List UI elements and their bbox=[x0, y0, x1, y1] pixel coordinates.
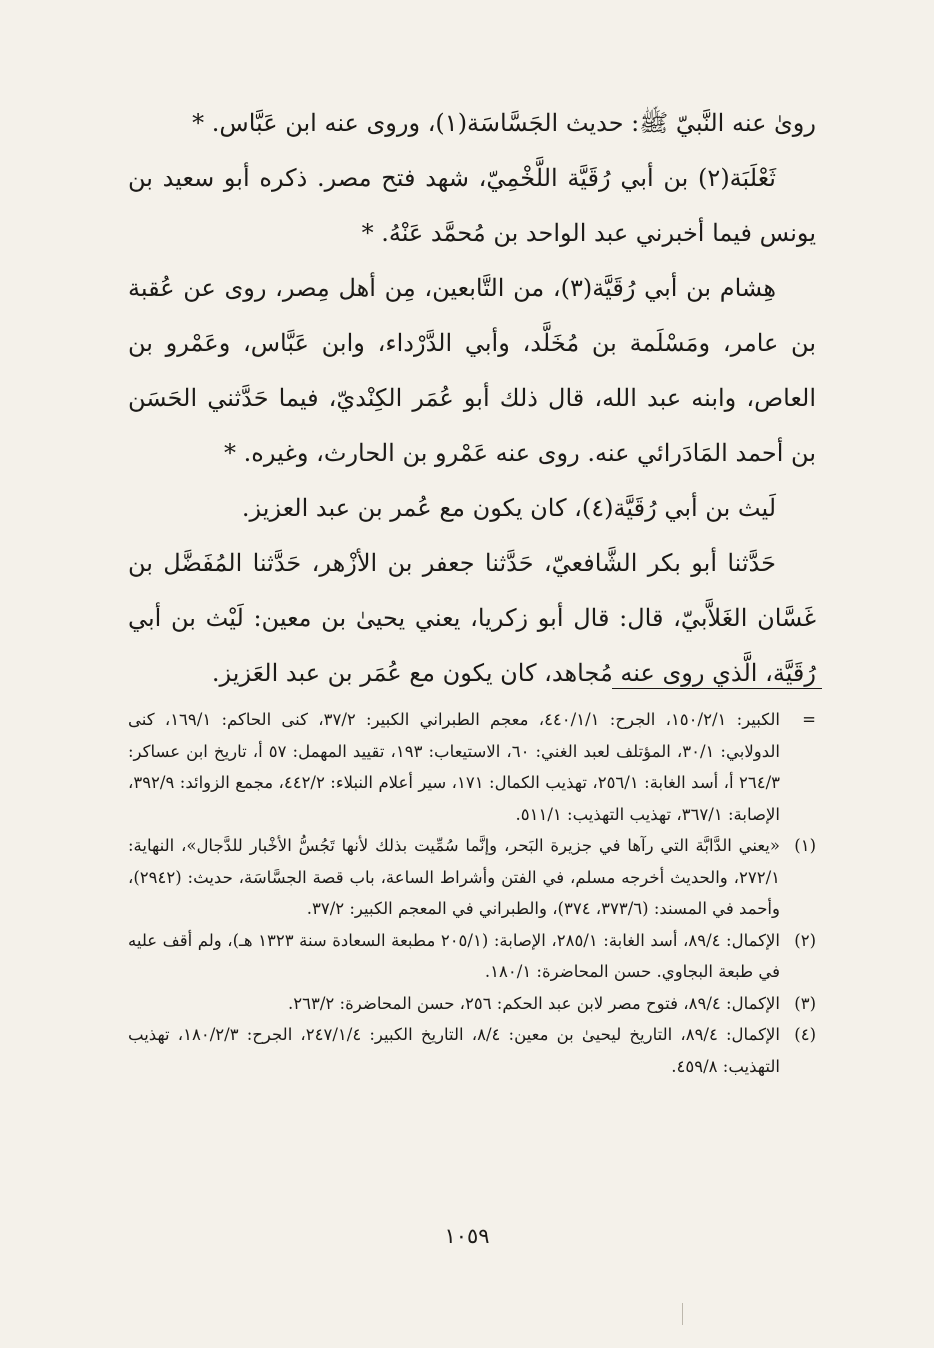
footnote-marker: (٢) bbox=[794, 930, 816, 950]
paragraph: رویٰ عنه النَّبيّ ﷺ: حديث الجَسَّاسَة(١)، وروی عنه ابن عَبَّاس. * bbox=[192, 109, 816, 137]
paragraph: لَيث بن أبي رُقَيَّة(٤)، كان يكون مع عُمر بن عبد العزيز. bbox=[241, 494, 776, 522]
footnote-marker: = bbox=[802, 710, 816, 729]
footnote bbox=[128, 925, 816, 988]
paragraph: حَدَّثنا أبو بكر الشَّافعيّ، حَدَّثنا جعفر بن الأزْهر، حَدَّثنا المُفَضَّل بن غَسَّان الغَلاَّبيّ، قال: قال أبو زكريا، يعني يحيیٰ بن معين: لَيْث بن أبي رُقَيَّة، الَّذي روی عنه مُجاهد، كان يكون مع عُمَر بن عبد العَزيز. bbox=[128, 549, 816, 687]
footnote-marker: (١) bbox=[794, 836, 816, 855]
paragraph: ثَعْلَبَة(٢) بن أبي رُقَيَّة اللَّخْمِيّ، شهد فتح مصر. ذكره أبو سعيد بن يونس فيما أخبرني عبد الواحد بن مُحمَّد عَنْهُ. * bbox=[128, 164, 816, 247]
footnote-text: «يعني الدَّابَّة التي رآها في جزيرة البَحر، وإنَّما سُمِّيت بذلك لأنها تَجُسُّ الأخْبار للدَّجال»، النهاية: ٢٧٢/١، والحديث أخرجه مسلم، في الفتن وأشراط الساعة، باب قصة الجسَّاسَة، حديث: (٢٩٤٢)، وأحمد في المسند: (٣٧٣/٦، ٣٧٤)، والطبراني في المعجم الكبير: ٣٧/٢. bbox=[128, 836, 780, 918]
scan-mark bbox=[682, 1303, 683, 1325]
footnote-text: الإكمال: ٨٩/٤، التاريخ ليحيیٰ بن معين: ٨/٤، التاريخ الكبير: ٢٤٧/١/٤، الجرح: ١٨٠/٢/٣، تهذيب التهذيب: ٤٥٩/٨. bbox=[128, 1025, 780, 1076]
footnote bbox=[128, 1019, 816, 1082]
paragraph: هِشام بن أبي رُقَيَّة(٣)، من التَّابعين، مِن أهل مِصر، روی عن عُقبة بن عامر، ومَسْلَمة بن مُخَلَّد، وأبي الدَّرْداء، وابن عَبَّاس، وعَمْرو بن العاص، وابنه عبد الله، قال ذلك أبو عُمَر الكِنْديّ، فيما حَدَّثني الحَسَن بن أحمد المَادَرائي عنه. روی عنه عَمْرو بن الحارث، وغيره. * bbox=[128, 274, 816, 467]
footnote-marker: (٤) bbox=[794, 1025, 816, 1044]
footnote bbox=[128, 704, 816, 830]
footnote-text: الكبير: ١٥٠/٢/١، الجرح: ٤٤٠/١/١، معجم الطبراني الكبير: ٣٧/٢، كنى الحاكم: ١٦٩/١، كنى الدولابي: ٣٠/١، المؤتلف لعبد الغني: ٦٠، الاستيعاب: ١٩٣، تقييد المهمل: ٥٧ أ، تاريخ ابن عساكر: ٢٦٤/٣ أ، أسد الغابة: ٢٥٦/١، تهذيب الكمال: ١٧١، سير أعلام النبلاء: ٤٤٢/٢، مجمع الزوائد: ٣٩٢/٩، الإصابة: ٣٦٧/١، تهذيب التهذيب: ٥١١/١. bbox=[128, 710, 781, 824]
page-number: ١٠٥٩ bbox=[444, 1224, 490, 1248]
footnote-text: الإكمال: ٨٩/٤، فتوح مصر لابن عبد الحكم: ٢٥٦، حسن المحاضرة: ٢٦٣/٢. bbox=[288, 993, 780, 1013]
footnote-separator bbox=[612, 688, 822, 689]
footnote-text: الإكمال: ٨٩/٤، أسد الغابة: ٢٨٥/١، الإصابة: (٢٠٥/١ مطبعة السعادة سنة ١٣٢٣ هـ)، ولم أقف عليه في طبعة البجاوي. حسن المحاضرة: ١٨٠/١. bbox=[128, 930, 780, 981]
footnote-marker: (٣) bbox=[794, 993, 816, 1013]
footnote bbox=[128, 988, 816, 1020]
footnotes bbox=[128, 704, 816, 1082]
main-text bbox=[128, 96, 816, 701]
footnote bbox=[128, 830, 816, 925]
